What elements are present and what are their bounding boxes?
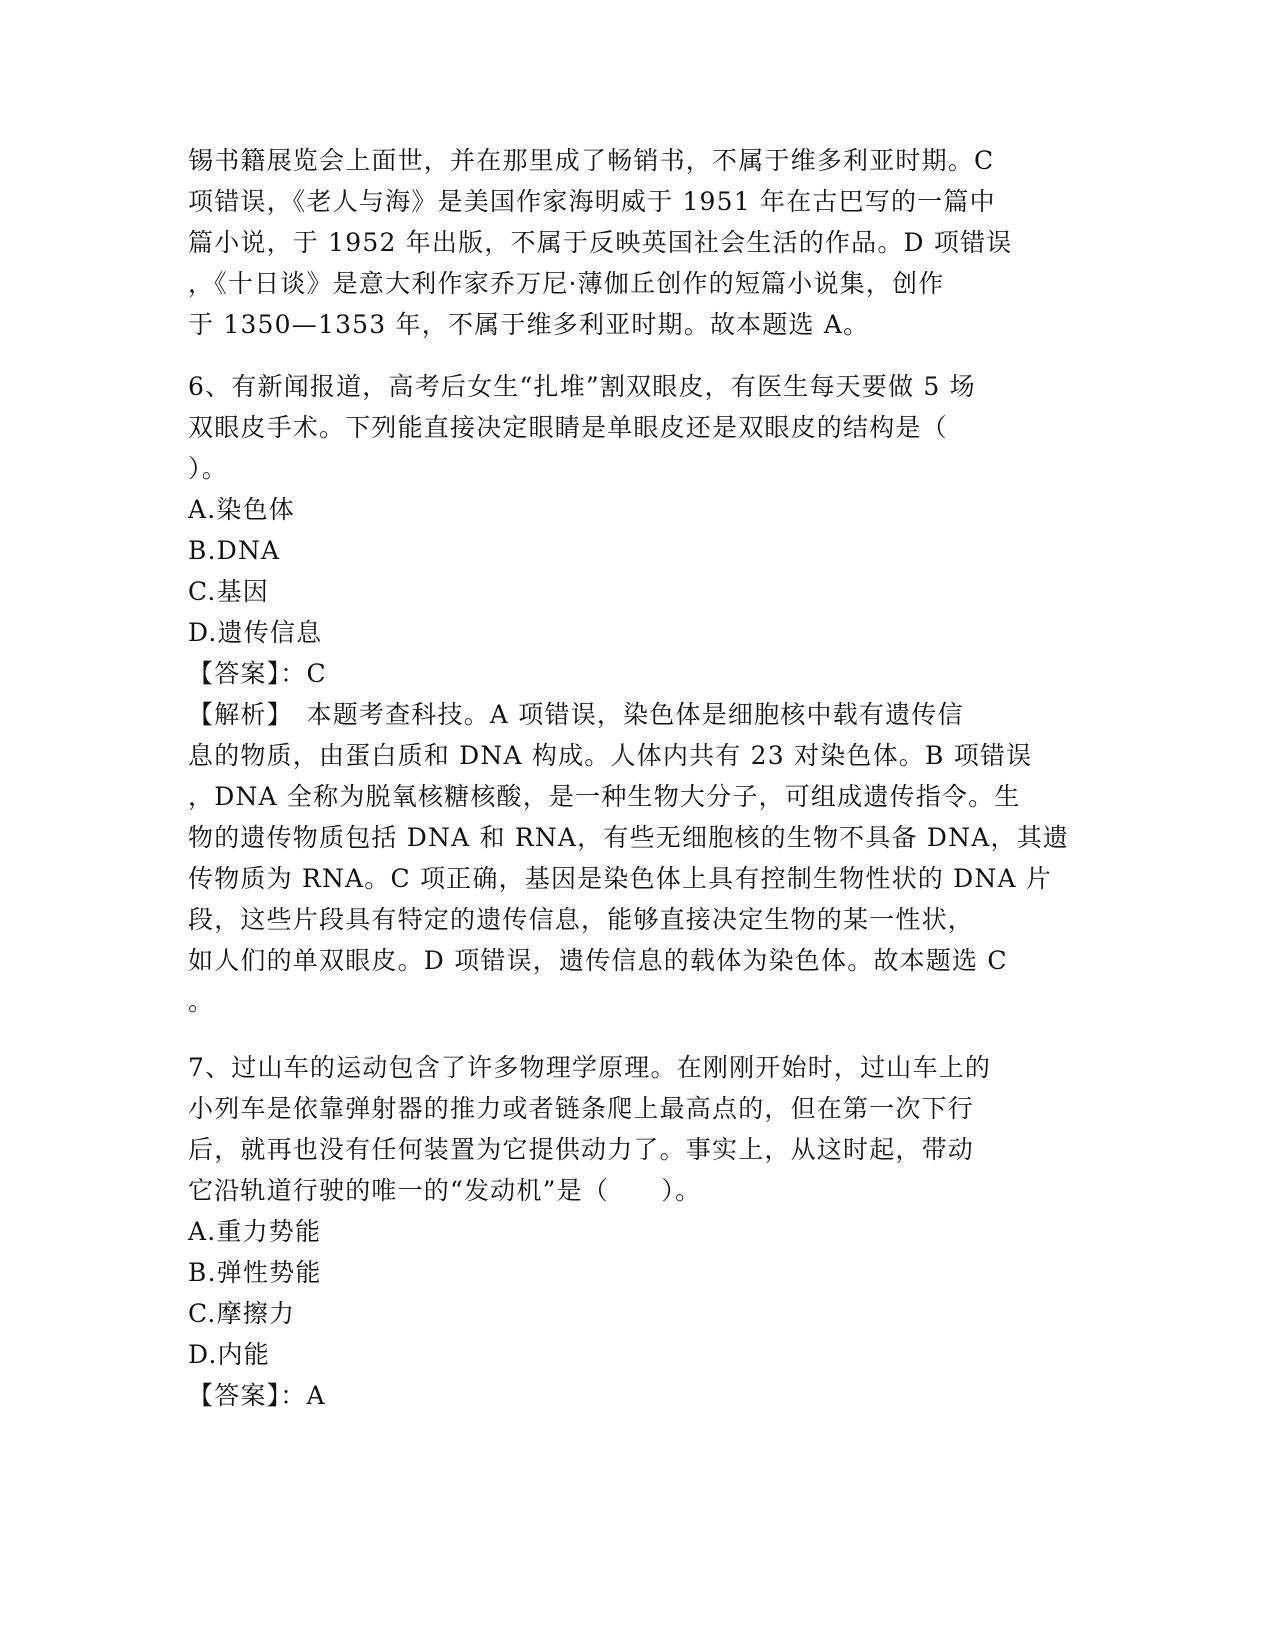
text-line: ，《十日谈》是意大利作家乔万尼·薄伽丘创作的短篇小说集，创作 [188, 269, 945, 298]
text-line: 项错误，《老人与海》是美国作家海明威于 1951 年在古巴写的一篇中 [188, 187, 996, 216]
text-line: 锡书籍展览会上面世，并在那里成了畅销书，不属于维多利亚时期。C [188, 146, 995, 175]
option-a: A.染色体 [188, 495, 296, 524]
answer-line: 【答案】：C [188, 659, 327, 688]
analysis-line: 。 [188, 987, 215, 1016]
analysis-line: 息的物质，由蛋白质和 DNA 构成。人体内共有 23 对染色体。B 项错误 [188, 741, 1033, 770]
text-line: 于 1350—1353 年，不属于维多利亚时期。故本题选 A。 [188, 310, 870, 339]
analysis-line: 【解析】 本题考查科技。A 项错误，染色体是细胞核中载有遗传信 [188, 700, 964, 729]
analysis-line: 段，这些片段具有特定的遗传信息，能够直接决定生物的某一性状， [188, 905, 975, 934]
option-b: B.DNA [188, 536, 281, 565]
option-d: D.内能 [188, 1340, 270, 1369]
analysis-line: 传物质为 RNA。C 项正确，基因是染色体上具有控制生物性状的 DNA 片 [188, 864, 1053, 893]
question-stem-line: 小列车是依靠弹射器的推力或者链条爬上最高点的，但在第一次下行 [188, 1094, 975, 1123]
question-stem-line: 6、有新闻报道，高考后女生“扎堆”割双眼皮，有医生每天要做 5 场 [188, 372, 976, 401]
analysis-line: 如人们的单双眼皮。D 项错误，遗传信息的载体为染色体。故本题选 C [188, 946, 1008, 975]
analysis-line: 物的遗传物质包括 DNA 和 RNA，有些无细胞核的生物不具备 DNA，其遗 [188, 823, 1070, 852]
question-stem-line: 它沿轨道行驶的唯一的“发动机”是（ ）。 [188, 1176, 702, 1205]
option-a: A.重力势能 [188, 1217, 322, 1246]
question-stem-line: 双眼皮手术。下列能直接决定眼睛是单眼皮还是双眼皮的结构是（ [188, 413, 948, 442]
text-line: 篇小说，于 1952 年出版，不属于反映英国社会生活的作品。D 项错误 [188, 228, 1013, 257]
option-c: C.摩擦力 [188, 1299, 296, 1328]
option-d: D.遗传信息 [188, 618, 323, 647]
question-stem-line: ）。 [188, 454, 228, 483]
analysis-line: ，DNA 全称为脱氧核糖核酸，是一种生物大分子，可组成遗传指令。生 [188, 782, 1021, 811]
question-stem-line: 7、过山车的运动包含了许多物理学原理。在刚刚开始时，过山车上的 [188, 1053, 992, 1082]
option-b: B.弹性势能 [188, 1258, 322, 1287]
question-stem-line: 后，就再也没有任何装置为它提供动力了。事实上，从这时起，带动 [188, 1135, 975, 1164]
answer-line: 【答案】：A [188, 1381, 326, 1410]
option-c: C.基因 [188, 577, 269, 606]
